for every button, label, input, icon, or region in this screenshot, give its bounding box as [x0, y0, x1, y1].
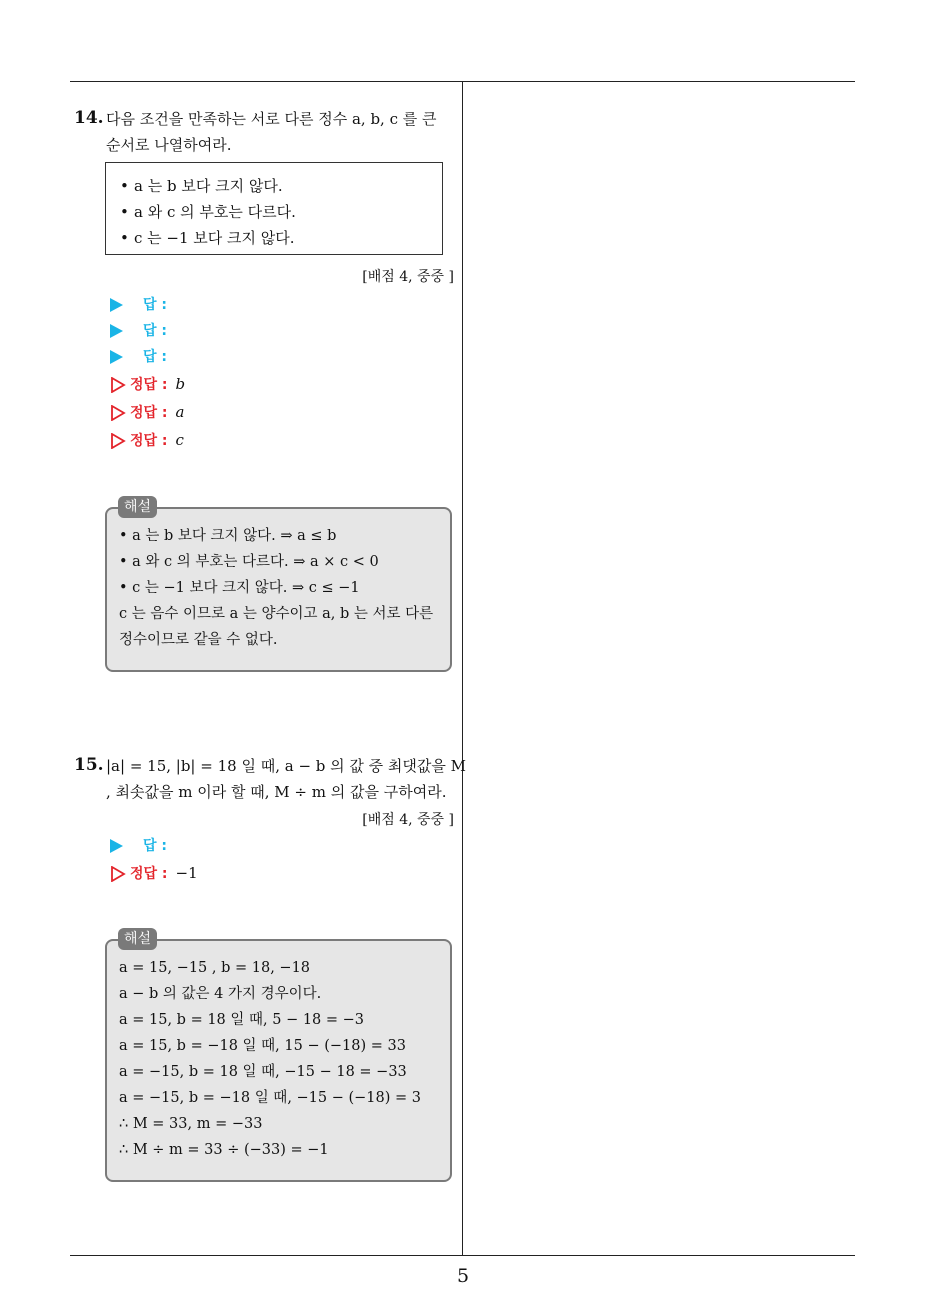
- answer-label: 답 :: [143, 297, 167, 313]
- explanation-line: ∴ M ÷ m = 33 ÷ (−33) = −1: [119, 1142, 329, 1158]
- play-triangle-icon: [110, 839, 123, 853]
- correct-answer-value: a: [175, 403, 185, 421]
- answer-label: 답 :: [143, 323, 167, 339]
- explanation-line: a = −15, b = 18 일 때, −15 − 18 = −33: [119, 1064, 407, 1080]
- explanation-box: [105, 939, 452, 1182]
- bottom-rule: [70, 1255, 855, 1256]
- explanation-line: • a 는 b 보다 크지 않다. ⇒ a ≤ b: [119, 528, 337, 544]
- question-14-text-line2: 순서로 나열하여라.: [106, 136, 232, 154]
- answer-line: [110, 320, 167, 342]
- condition-item: • c 는 −1 보다 크지 않다.: [120, 225, 442, 251]
- explanation-line: a = 15, b = 18 일 때, 5 − 18 = −3: [119, 1012, 365, 1028]
- answer-label: 답 :: [143, 349, 167, 365]
- column-divider: [462, 82, 463, 1256]
- explanation-line: a − b 의 값은 4 가지 경우이다.: [119, 986, 322, 1002]
- condition-item: • a 는 b 보다 크지 않다.: [120, 173, 442, 199]
- correct-answer-label: 정답 :: [130, 405, 168, 421]
- question-15-text-line1: |a| = 15, |b| = 18 일 때, a − b 의 값 중 최댓값을 M: [106, 757, 467, 775]
- explanation-tag: 해설: [118, 496, 157, 518]
- explanation-line: a = 15, b = −18 일 때, 15 − (−18) = 33: [119, 1038, 406, 1054]
- correct-answer-value: b: [175, 375, 186, 393]
- correct-answer-line: [110, 401, 184, 423]
- bullet-icon: •: [120, 229, 129, 247]
- bullet-icon: •: [120, 177, 129, 195]
- question-14-number: 14.: [74, 108, 104, 128]
- correct-answer-line: [110, 373, 185, 395]
- answer-line: [110, 835, 167, 857]
- correct-answer-line: [110, 862, 198, 884]
- outline-triangle-icon: [110, 405, 126, 421]
- play-triangle-icon: [110, 298, 123, 312]
- question-15-text-line2: , 최솟값을 m 이라 할 때, M ÷ m 의 값을 구하여라.: [106, 783, 447, 801]
- explanation-line: a = 15, −15 , b = 18, −18: [119, 960, 311, 976]
- page-number: 5: [456, 1265, 470, 1287]
- outline-triangle-icon: [110, 377, 126, 393]
- explanation-line: • a 와 c 의 부호는 다르다. ⇒ a × c < 0: [119, 554, 379, 570]
- explanation-line: c 는 음수 이므로 a 는 양수이고 a, b 는 서로 다른: [119, 606, 434, 622]
- explanation-tag: 해설: [118, 928, 157, 950]
- correct-answer-line: [110, 429, 184, 451]
- explanation-line: 정수이므로 같을 수 없다.: [119, 632, 278, 648]
- correct-answer-label: 정답 :: [130, 866, 168, 882]
- bullet-icon: •: [120, 203, 129, 221]
- outline-triangle-icon: [110, 433, 126, 449]
- answer-line: [110, 346, 167, 368]
- condition-box: [105, 162, 443, 255]
- correct-answer-label: 정답 :: [130, 433, 168, 449]
- question-14-score: [배점 4, 중중 ]: [362, 269, 454, 285]
- question-14-text-line1: 다음 조건을 만족하는 서로 다른 정수 a, b, c 를 큰: [106, 110, 437, 128]
- outline-triangle-icon: [110, 866, 126, 882]
- correct-answer-value: c: [175, 431, 184, 449]
- correct-answer-value: −1: [175, 864, 198, 882]
- answer-line: [110, 294, 167, 316]
- condition-item: • a 와 c 의 부호는 다르다.: [120, 199, 442, 225]
- question-15-number: 15.: [74, 755, 104, 775]
- correct-answer-label: 정답 :: [130, 377, 168, 393]
- answer-label: 답 :: [143, 838, 167, 854]
- explanation-box: [105, 507, 452, 672]
- explanation-line: a = −15, b = −18 일 때, −15 − (−18) = 3: [119, 1090, 422, 1106]
- play-triangle-icon: [110, 324, 123, 338]
- question-15-score: [배점 4, 중중 ]: [362, 812, 454, 828]
- explanation-line: • c 는 −1 보다 크지 않다. ⇒ c ≤ −1: [119, 580, 360, 596]
- explanation-line: ∴ M = 33, m = −33: [119, 1116, 263, 1132]
- play-triangle-icon: [110, 350, 123, 364]
